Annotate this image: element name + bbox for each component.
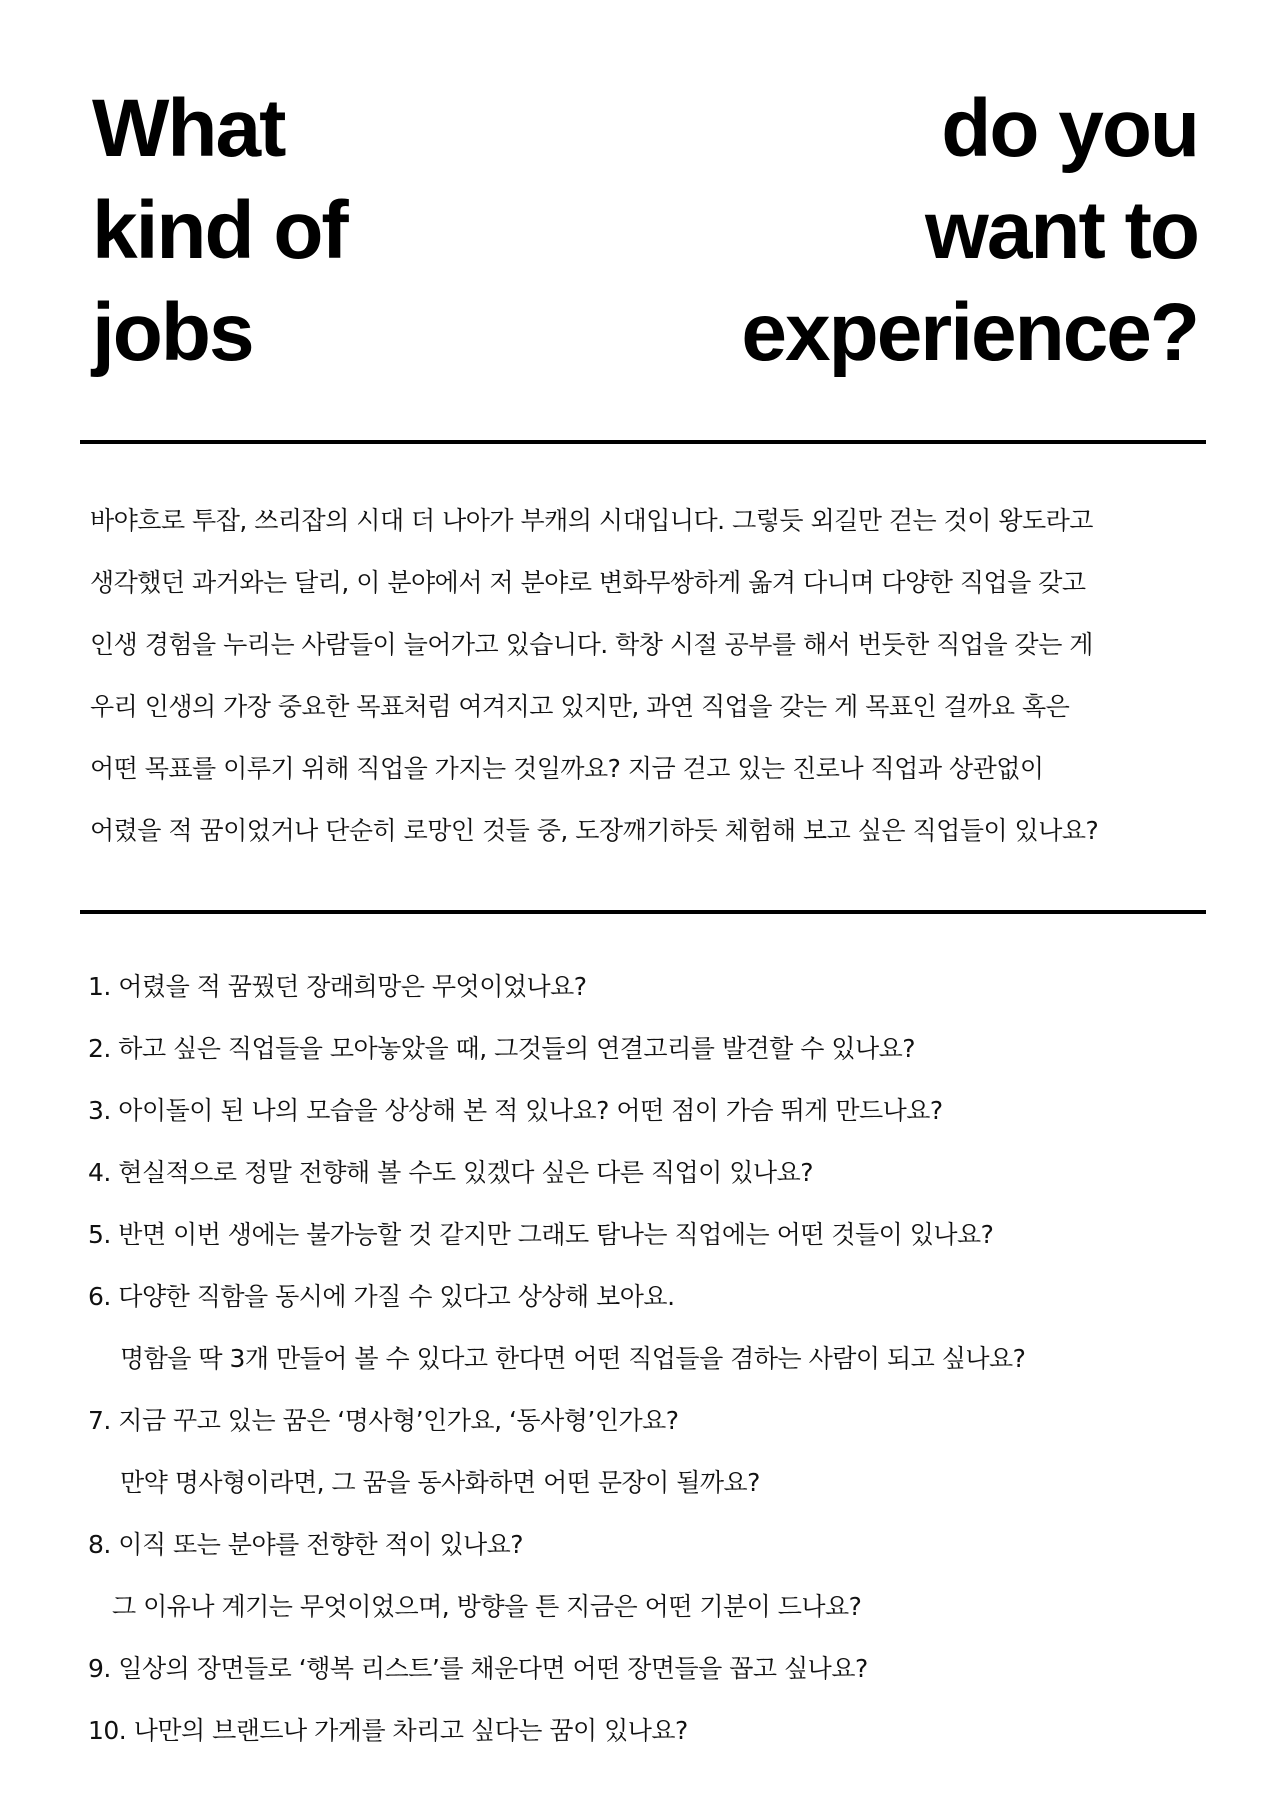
- question-item: 1. 어렸을 적 꿈꿨던 장래희망은 무엇이었나요?: [88, 972, 587, 1001]
- bottom-divider: [80, 910, 1206, 914]
- title-line: jobs: [92, 287, 253, 378]
- question-item: 7. 지금 꾸고 있는 꿈은 ‘명사형’인가요, ‘동사형’인가요?: [88, 1406, 679, 1435]
- question-continuation: 그 이유나 계기는 무엇이었으며, 방향을 튼 지금은 어떤 기분이 드나요?: [112, 1592, 862, 1621]
- intro-paragraph: [90, 490, 1210, 862]
- question-continuation: 명함을 딱 3개 만들어 볼 수 있다고 한다면 어떤 직업들을 겸하는 사람이 되고 싶나요?: [120, 1344, 1026, 1373]
- intro-line: 어렸을 적 꿈이었거나 단순히 로망인 것들 중, 도장깨기하듯 체험해 보고 싶은 직업들이 있나요?: [90, 816, 1099, 845]
- question-item: 10. 나만의 브랜드나 가게를 차리고 싶다는 꿈이 있나요?: [88, 1716, 688, 1745]
- question-item: 6. 다양한 직함을 동시에 가질 수 있다고 상상해 보아요.: [88, 1282, 675, 1311]
- top-divider: [80, 440, 1206, 444]
- title-line: What: [92, 83, 285, 174]
- intro-line: 바야흐로 투잡, 쓰리잡의 시대 더 나아가 부캐의 시대입니다. 그렇듯 외길만 걷는 것이 왕도라고: [90, 506, 1093, 535]
- title-left: [92, 78, 347, 384]
- question-item: 4. 현실적으로 정말 전향해 볼 수도 있겠다 싶은 다른 직업이 있나요?: [88, 1158, 813, 1187]
- title-line: want to: [925, 185, 1198, 276]
- question-item: 8. 이직 또는 분야를 전향한 적이 있나요?: [88, 1530, 524, 1559]
- title-line: experience?: [741, 287, 1198, 378]
- question-item: 2. 하고 싶은 직업들을 모아놓았을 때, 그것들의 연결고리를 발견할 수 있나요?: [88, 1034, 916, 1063]
- question-list: [88, 956, 1208, 1762]
- question-continuation: 만약 명사형이라면, 그 꿈을 동사화하면 어떤 문장이 될까요?: [120, 1468, 760, 1497]
- question-item: 5. 반면 이번 생에는 불가능할 것 같지만 그래도 탐나는 직업에는 어떤 것들이 있나요?: [88, 1220, 994, 1249]
- intro-line: 생각했던 과거와는 달리, 이 분야에서 저 분야로 변화무쌍하게 옮겨 다니며 다양한 직업을 갖고: [90, 568, 1086, 597]
- title-line: do you: [941, 83, 1198, 174]
- question-item: 9. 일상의 장면들로 ‘행복 리스트’를 채운다면 어떤 장면들을 꼽고 싶나요?: [88, 1654, 868, 1683]
- title-line: kind of: [92, 185, 347, 276]
- intro-line: 우리 인생의 가장 중요한 목표처럼 여겨지고 있지만, 과연 직업을 갖는 게 목표인 걸까요 혹은: [90, 692, 1070, 721]
- intro-line: 어떤 목표를 이루기 위해 직업을 가지는 것일까요? 지금 걷고 있는 진로나 직업과 상관없이: [90, 754, 1044, 783]
- intro-line: 인생 경험을 누리는 사람들이 늘어가고 있습니다. 학창 시절 공부를 해서 번듯한 직업을 갖는 게: [90, 630, 1093, 659]
- question-item: 3. 아이돌이 된 나의 모습을 상상해 본 적 있나요? 어떤 점이 가슴 뛰게 만드나요?: [88, 1096, 943, 1125]
- title-right: [741, 78, 1198, 384]
